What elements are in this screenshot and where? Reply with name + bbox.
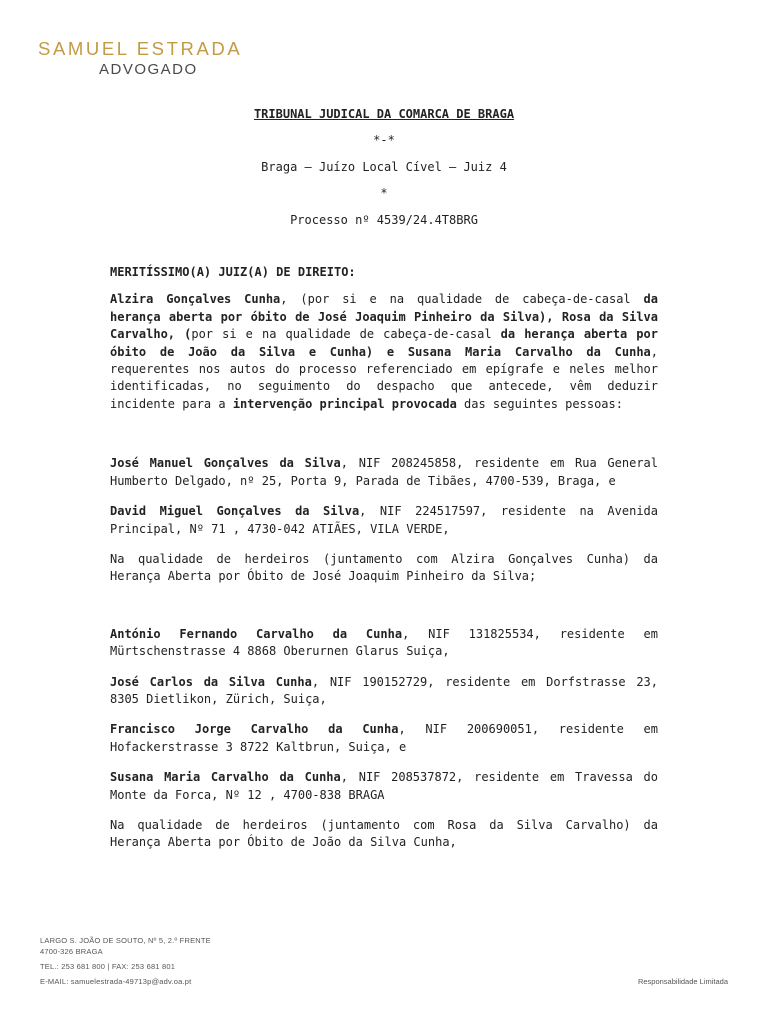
phone-fax: TEL.: 253 681 800 | FAX: 253 681 801 [40, 962, 176, 971]
intro-paragraph: Alzira Gonçalves Cunha, (por si e na qualidade de cabeça-de-casal da herança aberta por óbito de José Joaquim Pinheiro da Silva), Rosa da Silva Carvalho, (por si e na qualidade de cabeça-de-casal da herança aberta por óbito de João da Silva e Cunha) e Susana Maria Carvalho da Cunha, requerentes nos autos do processo referenciado em epígrafe e neles melhor identificadas, no seguimento do despacho que antecede, vêm deduzir incidente para a intervenção principal provocada das seguintes pessoas: [110, 292, 658, 411]
document-body [110, 106, 658, 852]
heirs-note: Na qualidade de herdeiros (juntamento com Rosa da Silva Carvalho) da Herança Aberta por Óbito de João da Silva Cunha, [110, 817, 658, 850]
address-city: 4700-326 BRAGA [40, 947, 103, 956]
footer-address [40, 935, 211, 987]
party-entry: David Miguel Gonçalves da Silva, NIF 224517597, residente na Avenida Principal, Nº 71 , 4730-042 ATIÃES, VILA VERDE, [110, 504, 658, 536]
court-title: TRIBUNAL JUDICAL DA COMARCA DE BRAGA [253, 107, 515, 121]
salutation: MERITÍSSIMO(A) JUIZ(A) DE DIREITO: [110, 265, 356, 280]
heirs-note: Na qualidade de herdeiros (juntamento com Alzira Gonçalves Cunha) da Herança Aberta por Óbito de José Joaquim Pinheiro da Silva; [110, 551, 658, 584]
firm-name: SAMUEL ESTRADA [38, 38, 243, 59]
separator-1: *-* [373, 133, 395, 148]
email-address: E-MAIL: samuelestrada-49713p@adv.oa.pt [40, 977, 192, 986]
party-entry: António Fernando Carvalho da Cunha, NIF 131825534, residente em Mürtschenstrasse 4 8868 Oberurnen Glarus Suiça, [110, 626, 658, 659]
letterhead [38, 38, 242, 80]
firm-title: ADVOGADO [99, 61, 198, 78]
liability-note: Responsabilidade Limitada [637, 977, 728, 986]
party-entry: José Manuel Gonçalves da Silva, NIF 208245858, residente em Rua General Humberto Delgado, nº 25, Porta 9, Parada de Tibães, 4700-539, Braga, e [110, 456, 658, 488]
party-entry: José Carlos da Silva Cunha, NIF 190152729, residente em Dorfstrasse 23, 8305 Dietlikon, Zürich, Suiça, [110, 674, 658, 706]
court-division: Braga – Juízo Local Cível – Juiz 4 [261, 159, 507, 174]
party-entry: Francisco Jorge Carvalho da Cunha, NIF 200690051, residente em Hofackerstrasse 3 8722 Kaltbrun, Suiça, e [110, 722, 658, 754]
party-entry: Susana Maria Carvalho da Cunha, NIF 208537872, residente em Travessa do Monte da Forca, Nº 12 , 4700-838 BRAGA [110, 770, 658, 802]
separator-2: * [380, 186, 388, 201]
address-street: LARGO S. JOÃO DE SOUTO, Nº 5, 2.º FRENTE [40, 936, 211, 945]
process-number: Processo nº 4539/24.4T8BRG [290, 212, 478, 227]
